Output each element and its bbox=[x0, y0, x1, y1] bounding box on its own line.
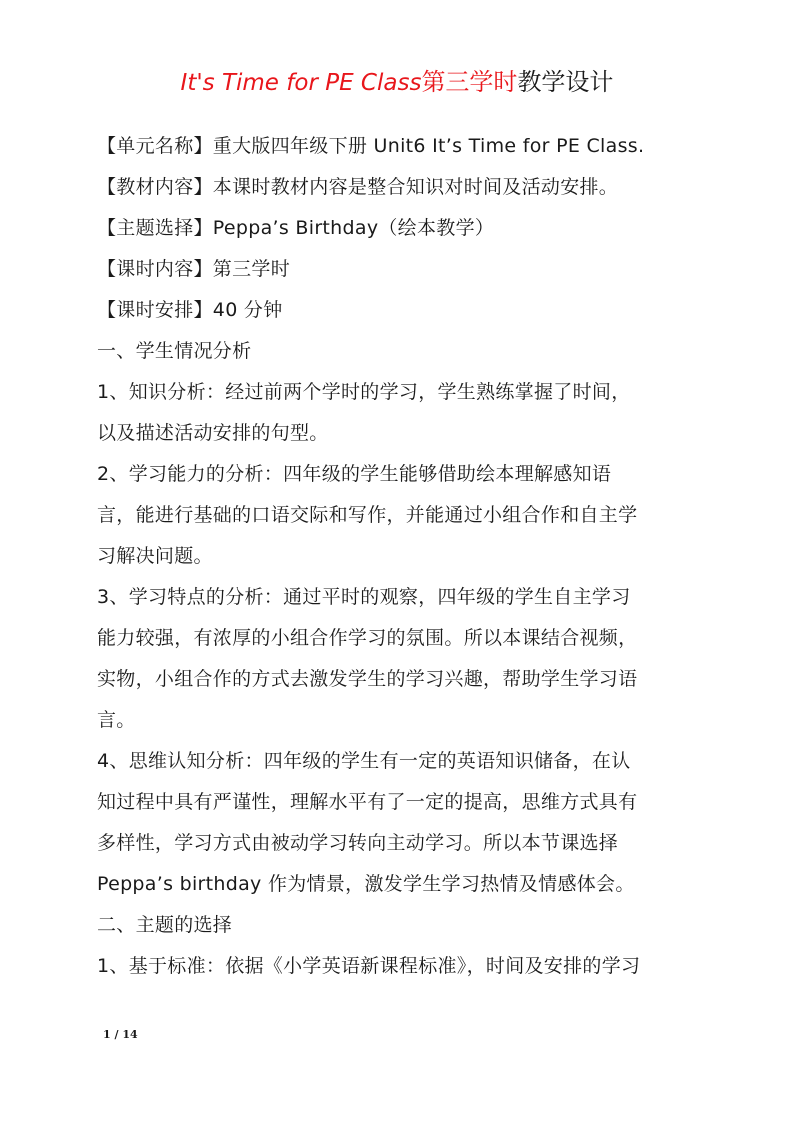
title-design: 教学设计 bbox=[517, 68, 614, 96]
paragraph-line: 4、思维认知分析：四年级的学生有一定的英语知识储备，在认 bbox=[97, 750, 631, 772]
theme-line: 【主题选择】Peppa’s Birthday（绘本教学） bbox=[97, 217, 495, 239]
paragraph-line: 1、知识分析：经过前两个学时的学习，学生熟练掌握了时间， bbox=[97, 381, 631, 403]
document-body bbox=[97, 126, 697, 987]
paragraph-line: 习解决问题。 bbox=[97, 545, 213, 567]
paragraph-line: 知过程中具有严谨性，理解水平有了一定的提高，思维方式具有 bbox=[97, 791, 638, 813]
paragraph-line: 言。 bbox=[97, 709, 136, 731]
paragraph-line: 多样性，学习方式由被动学习转向主动学习。所以本节课选择 bbox=[97, 832, 619, 854]
paragraph-line: 2、学习能力的分析：四年级的学生能够借助绘本理解感知语 bbox=[97, 463, 612, 485]
material-content-line: 【教材内容】本课时教材内容是整合知识对时间及活动安排。 bbox=[97, 176, 619, 198]
title-lesson: 第三学时 bbox=[421, 68, 518, 96]
paragraph-line: 以及描述活动安排的句型。 bbox=[97, 422, 329, 444]
paragraph-line: 1、基于标准：依据《小学英语新课程标准》，时间及安排的学习 bbox=[97, 955, 641, 977]
paragraph-line: 言，能进行基础的口语交际和写作，并能通过小组合作和自主学 bbox=[97, 504, 638, 526]
section-heading-student-analysis: 一、学生情况分析 bbox=[97, 340, 252, 362]
paragraph-line: 实物，小组合作的方式去激发学生的学习兴趣，帮助学生学习语 bbox=[97, 668, 638, 690]
paragraph-line: 能力较强，有浓厚的小组合作学习的氛围。所以本课结合视频， bbox=[97, 627, 638, 649]
title-english: It's Time for PE Class bbox=[180, 70, 422, 96]
paragraph-line: Peppa’s birthday 作为情景，激发学生学习热情及情感体会。 bbox=[97, 873, 635, 895]
unit-name-line: 【单元名称】重大版四年级下册 Unit6 It’s Time for PE Class. bbox=[97, 135, 645, 157]
section-heading-theme-selection: 二、主题的选择 bbox=[97, 914, 233, 936]
paragraph-line: 3、学习特点的分析：通过平时的观察，四年级的学生自主学习 bbox=[97, 586, 631, 608]
lesson-content-line: 【课时内容】第三学时 bbox=[97, 258, 291, 280]
lesson-duration-line: 【课时安排】40 分钟 bbox=[97, 299, 283, 321]
page-number: 1 / 14 bbox=[103, 1028, 138, 1041]
document-title bbox=[0, 62, 794, 97]
